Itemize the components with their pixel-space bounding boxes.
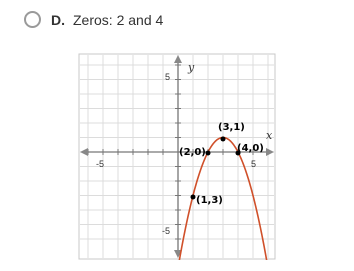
vertex-annotation: (3,1) (218, 122, 245, 133)
x-axis-label: x (266, 129, 273, 142)
y-axis-arrow-up (174, 55, 182, 63)
zero-left-point (206, 151, 211, 156)
y-tick-pos5: 5 (165, 72, 171, 82)
y-axis-label: y (188, 61, 195, 74)
option-text: Zeros: 2 and 4 (73, 11, 164, 28)
answer-option-d[interactable] (24, 11, 163, 28)
vertex-point (221, 137, 226, 142)
x-tick-pos5: 5 (251, 159, 257, 169)
option-letter: D. (51, 11, 65, 28)
zero-right-annotation: (4,0) (237, 143, 264, 154)
x-axis-arrow-right (266, 148, 274, 156)
point-1-3 (191, 195, 196, 200)
parabola-graph (78, 53, 276, 260)
graph-svg (78, 53, 276, 260)
zero-left-annotation: (2,0) (179, 147, 206, 158)
grid-lines (80, 55, 274, 258)
point-annotation: (1,3) (196, 195, 223, 206)
radio-button[interactable] (24, 11, 41, 28)
y-tick-neg5: -5 (162, 226, 171, 236)
x-tick-neg5: -5 (96, 159, 105, 169)
graph-border (79, 54, 275, 259)
x-axis-arrow-left (80, 148, 88, 156)
